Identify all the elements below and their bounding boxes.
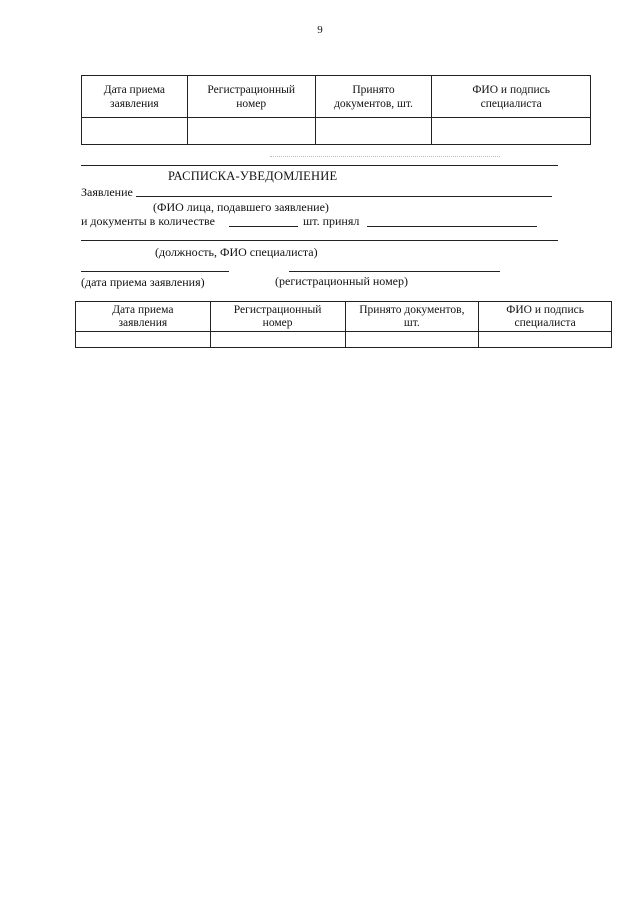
registration-table-bottom <box>75 301 612 348</box>
header-cell-regnum: Регистрационный номер <box>210 302 345 332</box>
header-cell-date: Дата приема заявления <box>82 76 188 118</box>
table-header-row <box>82 76 591 118</box>
date-caption: (дата приема заявления) <box>81 275 205 289</box>
table-cell <box>187 118 315 145</box>
header-cell-specialist: ФИО и подпись специалиста <box>432 76 591 118</box>
table-cell <box>76 332 211 348</box>
table-row <box>82 118 591 145</box>
statement-label: Заявление <box>81 185 133 199</box>
header-cell-regnum: Регистрационный номер <box>187 76 315 118</box>
table-row <box>76 332 612 348</box>
cut-line <box>270 156 500 157</box>
documents-suffix: шт. принял <box>303 214 360 228</box>
specialist-caption: (должность, ФИО специалиста) <box>155 245 318 259</box>
table-cell <box>479 332 612 348</box>
regnum-line <box>289 271 500 272</box>
applicant-name-line <box>136 196 552 197</box>
table-cell <box>315 118 432 145</box>
applicant-caption: (ФИО лица, подавшего заявление) <box>153 200 329 214</box>
header-cell-specialist: ФИО и подпись специалиста <box>479 302 612 332</box>
header-cell-date: Дата приема заявления <box>76 302 211 332</box>
registration-table-top <box>81 75 591 145</box>
table-cell <box>82 118 188 145</box>
specialist-line <box>81 240 558 241</box>
table-cell <box>210 332 345 348</box>
table-cell <box>432 118 591 145</box>
date-line <box>81 271 229 272</box>
accepted-by-line <box>367 226 537 227</box>
page-number: 9 <box>317 24 323 36</box>
header-cell-docs-count: Принято документов, шт. <box>345 302 479 332</box>
table-cell <box>345 332 479 348</box>
table-header-row <box>76 302 612 332</box>
header-cell-docs-count: Принято документов, шт. <box>315 76 432 118</box>
receipt-title: РАСПИСКА-УВЕДОМЛЕНИЕ <box>168 169 338 183</box>
documents-prefix: и документы в количестве <box>81 214 215 228</box>
separator-line <box>81 165 558 166</box>
documents-count-line <box>229 226 298 227</box>
regnum-caption: (регистрационный номер) <box>275 274 408 288</box>
